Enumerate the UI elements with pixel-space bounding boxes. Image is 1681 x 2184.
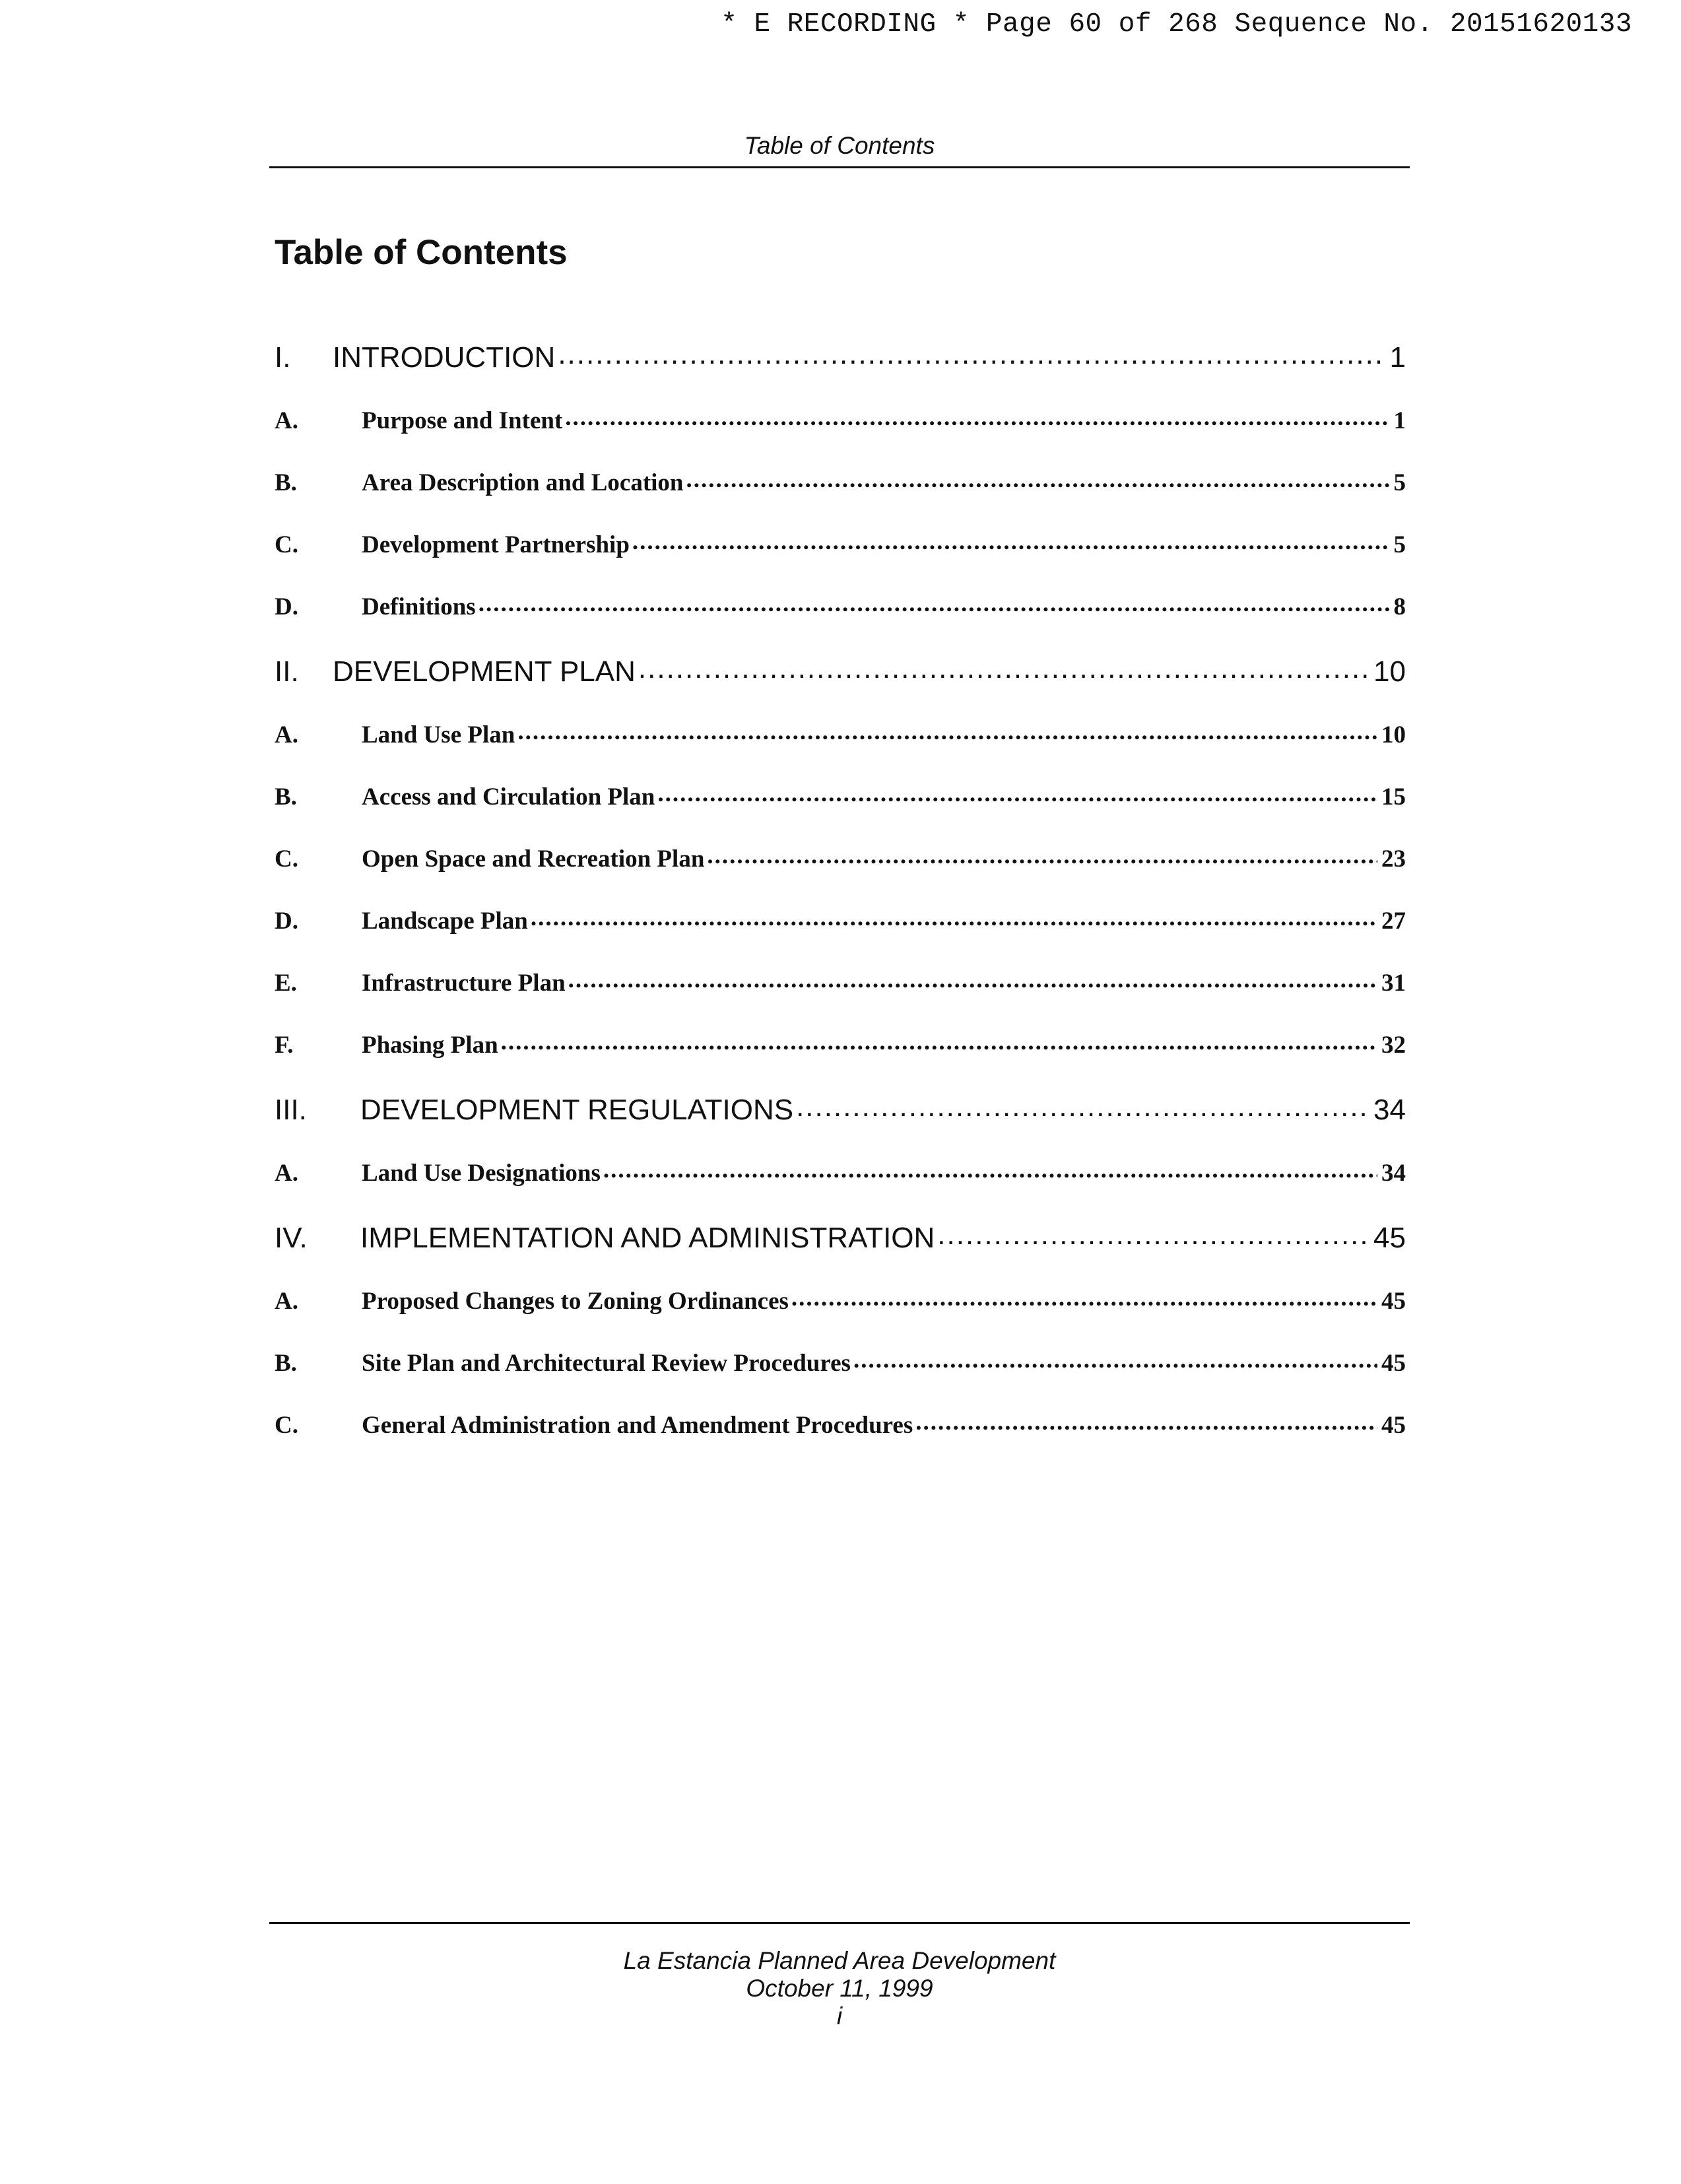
- footer-page-number: i: [836, 2002, 843, 2030]
- toc-label: Proposed Changes to Zoning Ordinances: [362, 1288, 789, 1315]
- toc-number: I.: [275, 341, 291, 374]
- dot-leader: [558, 338, 1385, 367]
- dot-leader: [632, 528, 1390, 552]
- toc-label: Phasing Plan: [362, 1032, 498, 1059]
- toc-number: B.: [275, 1350, 297, 1377]
- toc-label: Access and Circulation Plan: [362, 783, 655, 811]
- footer-date: October 11, 1999: [746, 1975, 933, 2002]
- toc-section-implementation[interactable]: [275, 1218, 1406, 1255]
- toc-page-number: 32: [1381, 1032, 1406, 1059]
- footer-rule: [269, 1922, 1410, 1924]
- toc-entry-land-use-designations[interactable]: [275, 1156, 1406, 1187]
- toc-number: F.: [275, 1032, 294, 1059]
- toc-section-introduction[interactable]: [275, 338, 1406, 374]
- toc-number: E.: [275, 970, 297, 997]
- running-header: Table of Contents: [744, 132, 935, 159]
- dot-leader: [565, 404, 1389, 428]
- toc-entry-landscape-plan[interactable]: [275, 904, 1406, 935]
- toc-label: DEVELOPMENT REGULATIONS: [360, 1094, 794, 1126]
- dot-leader: [638, 652, 1369, 681]
- dot-leader: [796, 1090, 1369, 1119]
- toc-page-number: 45: [1373, 1222, 1406, 1254]
- toc-entry-phasing-plan[interactable]: [275, 1028, 1406, 1059]
- toc-number: C.: [275, 531, 298, 558]
- dot-leader: [937, 1218, 1369, 1247]
- dot-leader: [478, 590, 1390, 614]
- toc-entry-area-description[interactable]: [275, 466, 1406, 497]
- toc-label: IMPLEMENTATION AND ADMINISTRATION: [360, 1222, 935, 1254]
- toc-page-number: 27: [1381, 908, 1406, 935]
- dot-leader: [603, 1156, 1377, 1181]
- dot-leader: [853, 1346, 1377, 1371]
- dot-leader: [791, 1284, 1377, 1309]
- toc-page-number: 31: [1381, 970, 1406, 997]
- recording-stamp: * E RECORDING * Page 60 of 268 Sequence No. 20151620133: [721, 9, 1632, 40]
- toc-entry-infrastructure-plan[interactable]: [275, 966, 1406, 997]
- toc-label: Land Use Plan: [362, 721, 515, 748]
- toc-label: INTRODUCTION: [333, 341, 556, 374]
- toc-page-number: 45: [1381, 1288, 1406, 1315]
- toc-label: Purpose and Intent: [362, 407, 563, 434]
- toc-page-number: 5: [1393, 469, 1406, 496]
- page-title: Table of Contents: [275, 233, 568, 272]
- toc-entry-open-space[interactable]: [275, 842, 1406, 873]
- toc-entry-land-use-plan[interactable]: [275, 718, 1406, 749]
- toc-page-number: 8: [1393, 593, 1406, 620]
- toc-label: Site Plan and Architectural Review Procedures: [362, 1350, 851, 1377]
- toc-label: Land Use Designations: [362, 1160, 601, 1187]
- toc-label: Definitions: [362, 593, 476, 620]
- toc-label: Area Description and Location: [362, 469, 684, 496]
- toc-label: DEVELOPMENT PLAN: [333, 655, 636, 688]
- toc-number: A.: [275, 721, 298, 748]
- toc-page-number: 1: [1393, 407, 1406, 434]
- toc-number: A.: [275, 1288, 298, 1315]
- page-footer: [269, 1947, 1410, 2030]
- toc-section-development-plan[interactable]: [275, 652, 1406, 688]
- toc-label: Development Partnership: [362, 531, 630, 558]
- dot-leader: [531, 904, 1377, 929]
- dot-leader: [517, 718, 1377, 743]
- toc-label: Landscape Plan: [362, 908, 528, 935]
- toc-number: III.: [275, 1094, 307, 1126]
- toc-entry-access-circulation[interactable]: [275, 780, 1406, 811]
- toc-entry-site-plan-review[interactable]: [275, 1346, 1406, 1377]
- dot-leader: [686, 466, 1390, 490]
- footer-title: La Estancia Planned Area Development: [623, 1947, 1056, 1974]
- toc-number: II.: [275, 655, 299, 688]
- toc-label: Infrastructure Plan: [362, 970, 566, 997]
- dot-leader: [501, 1028, 1377, 1053]
- dot-leader: [657, 780, 1377, 805]
- toc-page-number: 15: [1381, 783, 1406, 811]
- toc-entry-definitions[interactable]: [275, 590, 1406, 621]
- toc-entry-general-administration[interactable]: [275, 1408, 1406, 1439]
- toc-page-number: 10: [1373, 655, 1406, 688]
- toc-label: Open Space and Recreation Plan: [362, 845, 705, 873]
- dot-leader: [915, 1408, 1377, 1433]
- toc-number: D.: [275, 593, 298, 620]
- dot-leader: [707, 842, 1377, 867]
- dot-leader: [568, 966, 1377, 991]
- toc-number: B.: [275, 783, 297, 811]
- toc-entry-zoning-changes[interactable]: [275, 1284, 1406, 1315]
- toc-number: A.: [275, 407, 298, 434]
- toc-label: General Administration and Amendment Procedures: [362, 1412, 913, 1439]
- toc-number: IV.: [275, 1222, 308, 1254]
- toc-entry-development-partnership[interactable]: [275, 528, 1406, 559]
- toc-page-number: 34: [1381, 1160, 1406, 1187]
- toc-section-development-regulations[interactable]: [275, 1090, 1406, 1127]
- toc-page-number: 34: [1373, 1094, 1406, 1126]
- toc-number: D.: [275, 908, 298, 935]
- toc-number: C.: [275, 1412, 298, 1439]
- toc-number: B.: [275, 469, 297, 496]
- toc-page-number: 45: [1381, 1350, 1406, 1377]
- toc-page-number: 1: [1389, 341, 1406, 374]
- toc-page-number: 45: [1381, 1412, 1406, 1439]
- toc-page-number: 5: [1393, 531, 1406, 558]
- toc-number: C.: [275, 845, 298, 873]
- toc-number: A.: [275, 1160, 298, 1187]
- toc-entry-purpose-and-intent[interactable]: [275, 404, 1406, 435]
- toc-page-number: 23: [1381, 845, 1406, 873]
- toc-page-number: 10: [1381, 721, 1406, 748]
